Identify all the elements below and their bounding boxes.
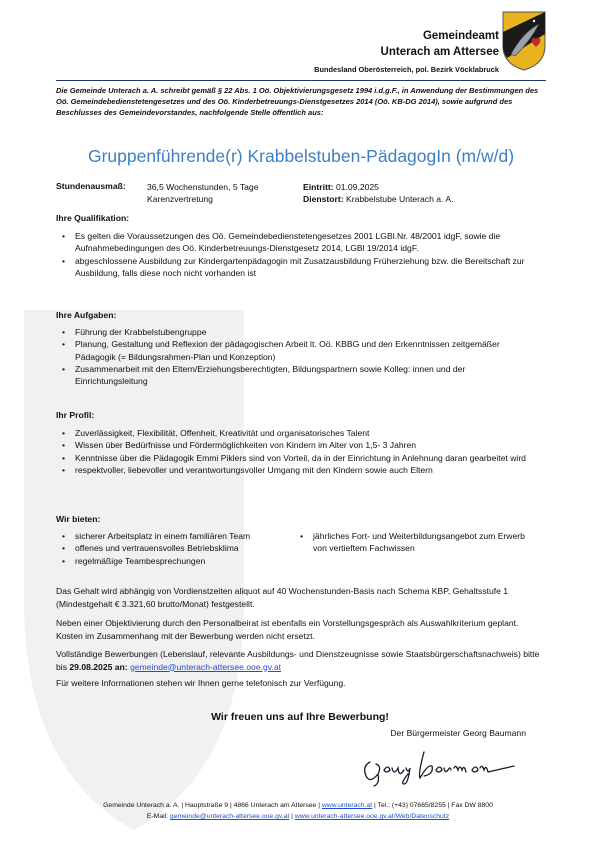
info-line: Für weitere Informationen stehen wir Ihnen gerne telefonisch zur Verfügung.: [56, 678, 346, 688]
entry-value: 01.09.2025: [335, 182, 379, 192]
location-row: [303, 193, 453, 205]
application-deadline: 29.08.2025: [69, 661, 113, 672]
list-item: • Zusammenarbeit mit den Eltern/Erziehungsberechtigten, Bildungspartnern sowie Kolleg: innen und der Einrichtungsleitung: [56, 363, 536, 388]
tasks-list: [56, 326, 536, 387]
offers-list-right: [294, 530, 534, 555]
hours-line-2: Karenzvertretung: [147, 194, 213, 204]
hours-label: Stundenausmaß:: [56, 181, 126, 191]
profile-list: [56, 427, 536, 476]
header-line-1: Gemeindeamt: [422, 30, 499, 42]
list-item: • offenes und vertrauensvolles Betriebsklima: [56, 542, 296, 554]
footer-privacy-link[interactable]: www.unterach-attersee.ooe.gv.at/Web/Datenschutz: [294, 813, 450, 820]
list-item: • Wissen über Bedürfnisse und Fördermöglichkeiten von Kindern im Alter von 1,5- 3 Jahren: [56, 439, 536, 451]
intro-text: Die Gemeinde Unterach a. A. schreibt gemäß § 22 Abs. 1 Oö. Objektivierungsgesetz 1994 i.d.g.F., in Anwendung der Bestimmungen des Oö. Gemeindebedienstetengesetzes und des Oö. Kinderbetreuungs-Dienstgesetzes 2014 (Oö. KB-DG 2014), sowie aufgrund des Beschlusses des Gemeindevorstandes, nachfolgende Stelle öffentlich aus:: [56, 86, 539, 117]
footer-separator: |: [289, 813, 295, 820]
qualifications-title: Ihre Qualifikation:: [56, 213, 130, 223]
list-item: • regelmäßige Teambesprechungen: [56, 555, 296, 567]
application-text: [56, 648, 546, 673]
offers-list-left: [56, 530, 296, 567]
signature: [358, 744, 518, 788]
footer-email-link[interactable]: gemeinde@unterach-attersee.ooe.gv.at: [169, 813, 290, 820]
entry-label: Eintritt:: [303, 182, 334, 192]
header-divider: [56, 80, 546, 81]
footer-contact: | Tel.: (+43) 07665/8255 | Fax DW 8800: [372, 802, 493, 809]
application-text-before: Vollständige Bewerbungen (Lebenslauf, relevante Ausbildungs- und Dienstzeugnisse sowie Staatsbürgerschaftsnachweis) bitte bis: [56, 649, 540, 672]
list-item: • sicherer Arbeitsplatz in einem familiären Team: [56, 530, 296, 542]
list-item: • respektvoller, liebevoller und verantwortungsvoller Umgang mit den Kindern sowie auch Eltern: [56, 464, 536, 476]
list-item: • Zuverlässigkeit, Flexibilität, Offenheit, Kreativität und organisatorisches Talent: [56, 427, 536, 439]
job-title: Gruppenführende(r) Krabbelstuben-PädagogIn (m/w/d): [87, 146, 515, 166]
location-label: Dienstort:: [303, 194, 344, 204]
closing-line: Wir freuen uns auf Ihre Bewerbung!: [211, 711, 389, 723]
header-line-3: Bundesland Oberösterreich, pol. Bezirk Vöcklabruck: [314, 65, 499, 74]
tasks-title: Ihre Aufgaben:: [56, 310, 117, 320]
location-value: Krabbelstube Unterach a. A.: [345, 194, 454, 204]
profile-title: Ihr Profil:: [56, 410, 95, 420]
list-item: • Führung der Krabbelstubengruppe: [56, 326, 536, 338]
objectivation-text: Neben einer Objektivierung durch den Personalbeirat ist ebenfalls ein Vorstellungsgespräch als Auswahlkriterium geplant. Kosten im Zusammenhang mit der Bewerbung werden nicht ersetzt.: [56, 618, 519, 641]
footer-website-link[interactable]: www.unterach.at: [321, 802, 373, 809]
footer-email-line: [40, 813, 556, 820]
list-item: • abgeschlossene Ausbildung zur Kindergartenpädagogin mit Zusatzausbildung Früherziehung bzw. die Bereitschaft zur Ausbildung, falls diese noch nicht vorhanden ist: [56, 255, 536, 280]
qualifications-list: [56, 230, 536, 279]
list-item: • Planung, Gestaltung und Reflexion der pädagogischen Arbeit lt. Oö. KBBG und den Erkenntnissen zeitgemäßer Pädagogik (= Bildungsrahmen-Plan und Konzeption): [56, 338, 536, 363]
header-line-2: Unterach am Attersee: [380, 46, 499, 58]
signer-name: Der Bürgermeister Georg Baumann: [390, 728, 526, 738]
offers-title: Wir bieten:: [56, 514, 101, 524]
hours-line-1: 36,5 Wochenstunden, 5 Tage: [147, 182, 259, 192]
hours-value: [147, 181, 297, 205]
footer-email-label: E-Mail:: [146, 813, 170, 820]
list-item: • Es gelten die Voraussetzungen des Oö. Gemeindebedienstetengesetzes 2001 LGBl.Nr. 48/2001 idgF, sowie die Aufnahmebedingungen des Oö. Kinderbetreuungs-Dienstgesetz 2014, LGBl 19/2014 idgF.: [56, 230, 536, 255]
salary-text: Das Gehalt wird abhängig von Vordienstzeiten aliquot auf 40 Wochenstunden-Basis nach Schema KBP, Gehaltsstufe 1 (Mindestgehalt € 3.321,60 brutto/Monat) festgestellt.: [56, 586, 509, 609]
entry-row: [303, 181, 379, 193]
footer-address: Gemeinde Unterach a. A. | Hauptstraße 9 | 4866 Unterach am Attersee |: [103, 802, 322, 809]
footer-address-line: [40, 802, 556, 809]
coat-of-arms-icon: [501, 10, 547, 72]
application-email-link[interactable]: gemeinde@unterach-attersee.ooe.gv.at: [130, 661, 281, 672]
application-text-mid: an:: [112, 661, 131, 672]
list-item: • jährliches Fort- und Weiterbildungsangebot zum Erwerb von vertieftem Fachwissen: [294, 530, 534, 555]
list-item: • Kenntnisse über die Pädagogik Emmi Piklers sind von Vorteil, da in der Einrichtung in Anlehnung daran gearbeitet wird: [56, 452, 536, 464]
